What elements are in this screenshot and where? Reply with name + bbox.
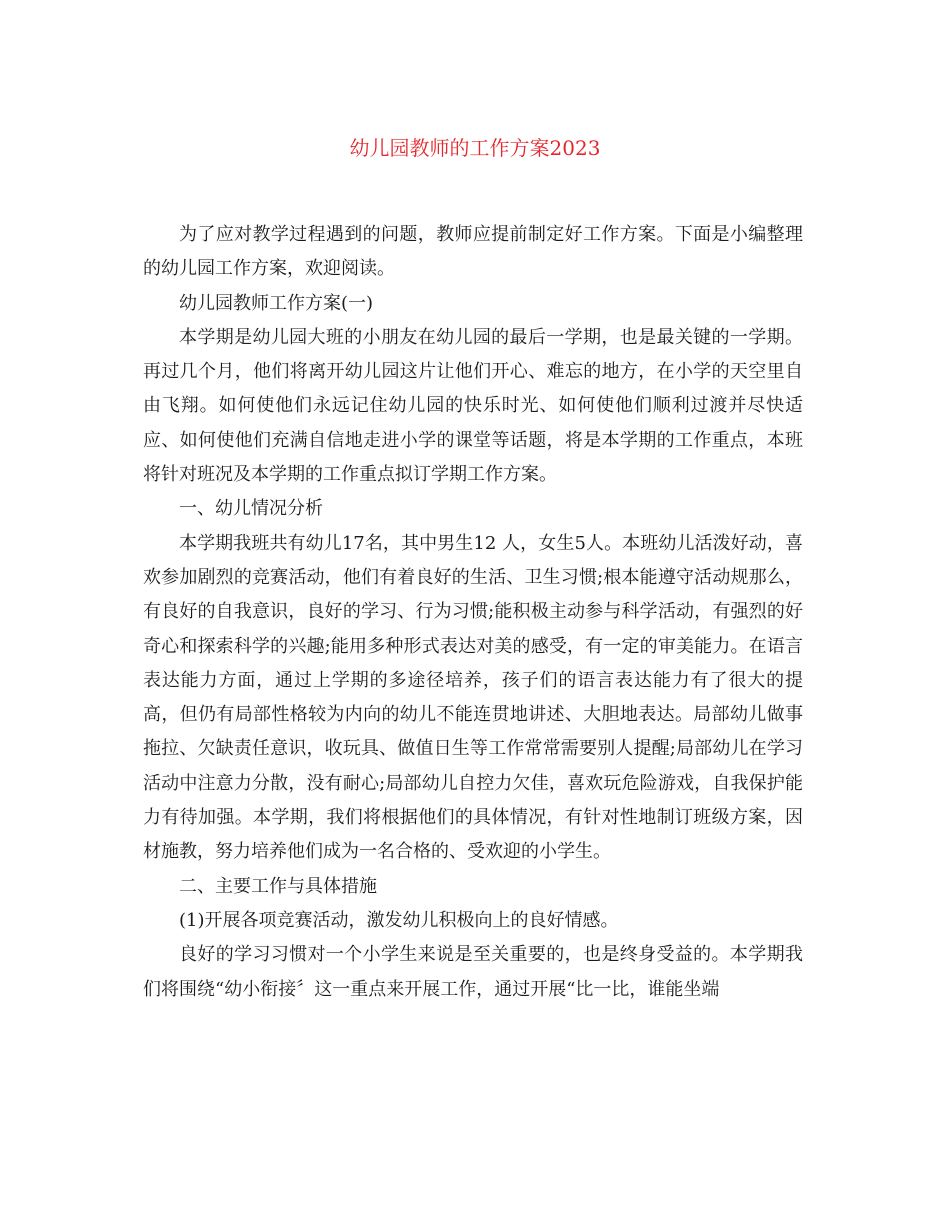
document-title: 幼儿园教师的工作方案2023 (349, 136, 601, 160)
section-heading-plan-one: 幼儿园教师工作方案(一) (179, 292, 374, 314)
section-heading-main-work: 二、主要工作与具体措施 (179, 875, 377, 897)
section-heading-child-analysis: 一、幼儿情况分析 (179, 498, 323, 520)
document-body (143, 218, 803, 1007)
paragraph-study-habits: 良好的学习习惯对一个小学生来说是至关重要的，也是终身受益的。本学期我们将围绕“幼小衔接〞这一重点来开展工作，通过开展“比一比，谁能坐端 (143, 944, 803, 1000)
paragraph-semester-overview: 本学期是幼儿园大班的小朋友在幼儿园的最后一学期，也是最关键的一学期。再过几个月，他们将离开幼儿园这片让他们开心、难忘的地方，在小学的天空里自由飞翔。如何使他们永远记住幼儿园的快乐时光、如何使他们顺利过渡并尽快适应、如何使他们充满自信地走进小学的课堂等话题，将是本学期的工作重点，本班将针对班况及本学期的工作重点拟订学期工作方案。 (143, 326, 803, 486)
paragraph-child-analysis: 本学期我班共有幼儿17名，其中男生12 人，女生5人。本班幼儿活泼好动，喜欢参加剧烈的竞赛活动，他们有着良好的生活、卫生习惯;根本能遵守活动规那么，有良好的自我意识，良好的学习、行为习惯;能积极主动参与科学活动，有强烈的好奇心和探索科学的兴趣;能用多种形式表达对美的感受，有一定的审美能力。在语言表达能力方面，通过上学期的多途径培养，孩子们的语言表达能力有了很大的提高，但仍有局部性格较为内向的幼儿不能连贯地讲述、大胆地表达。局部幼儿做事拖拉、欠缺责任意识，收玩具、做值日生等工作常常需要别人提醒;局部幼儿在学习活动中注意力分散，没有耐心;局部幼儿自控力欠佳，喜欢玩危险游戏，自我保护能力有待加强。本学期，我们将根据他们的具体情况，有针对性地制订班级方案，因材施教，努力培养他们成为一名合格的、受欢迎的小学生。 (143, 532, 803, 863)
subheading-competition-activities: (1)开展各项竞赛活动，激发幼儿积极向上的良好情感。 (179, 909, 619, 931)
intro-paragraph: 为了应对教学过程遇到的问题，教师应提前制定好工作方案。下面是小编整理的幼儿园工作方案，欢迎阅读。 (143, 224, 803, 280)
